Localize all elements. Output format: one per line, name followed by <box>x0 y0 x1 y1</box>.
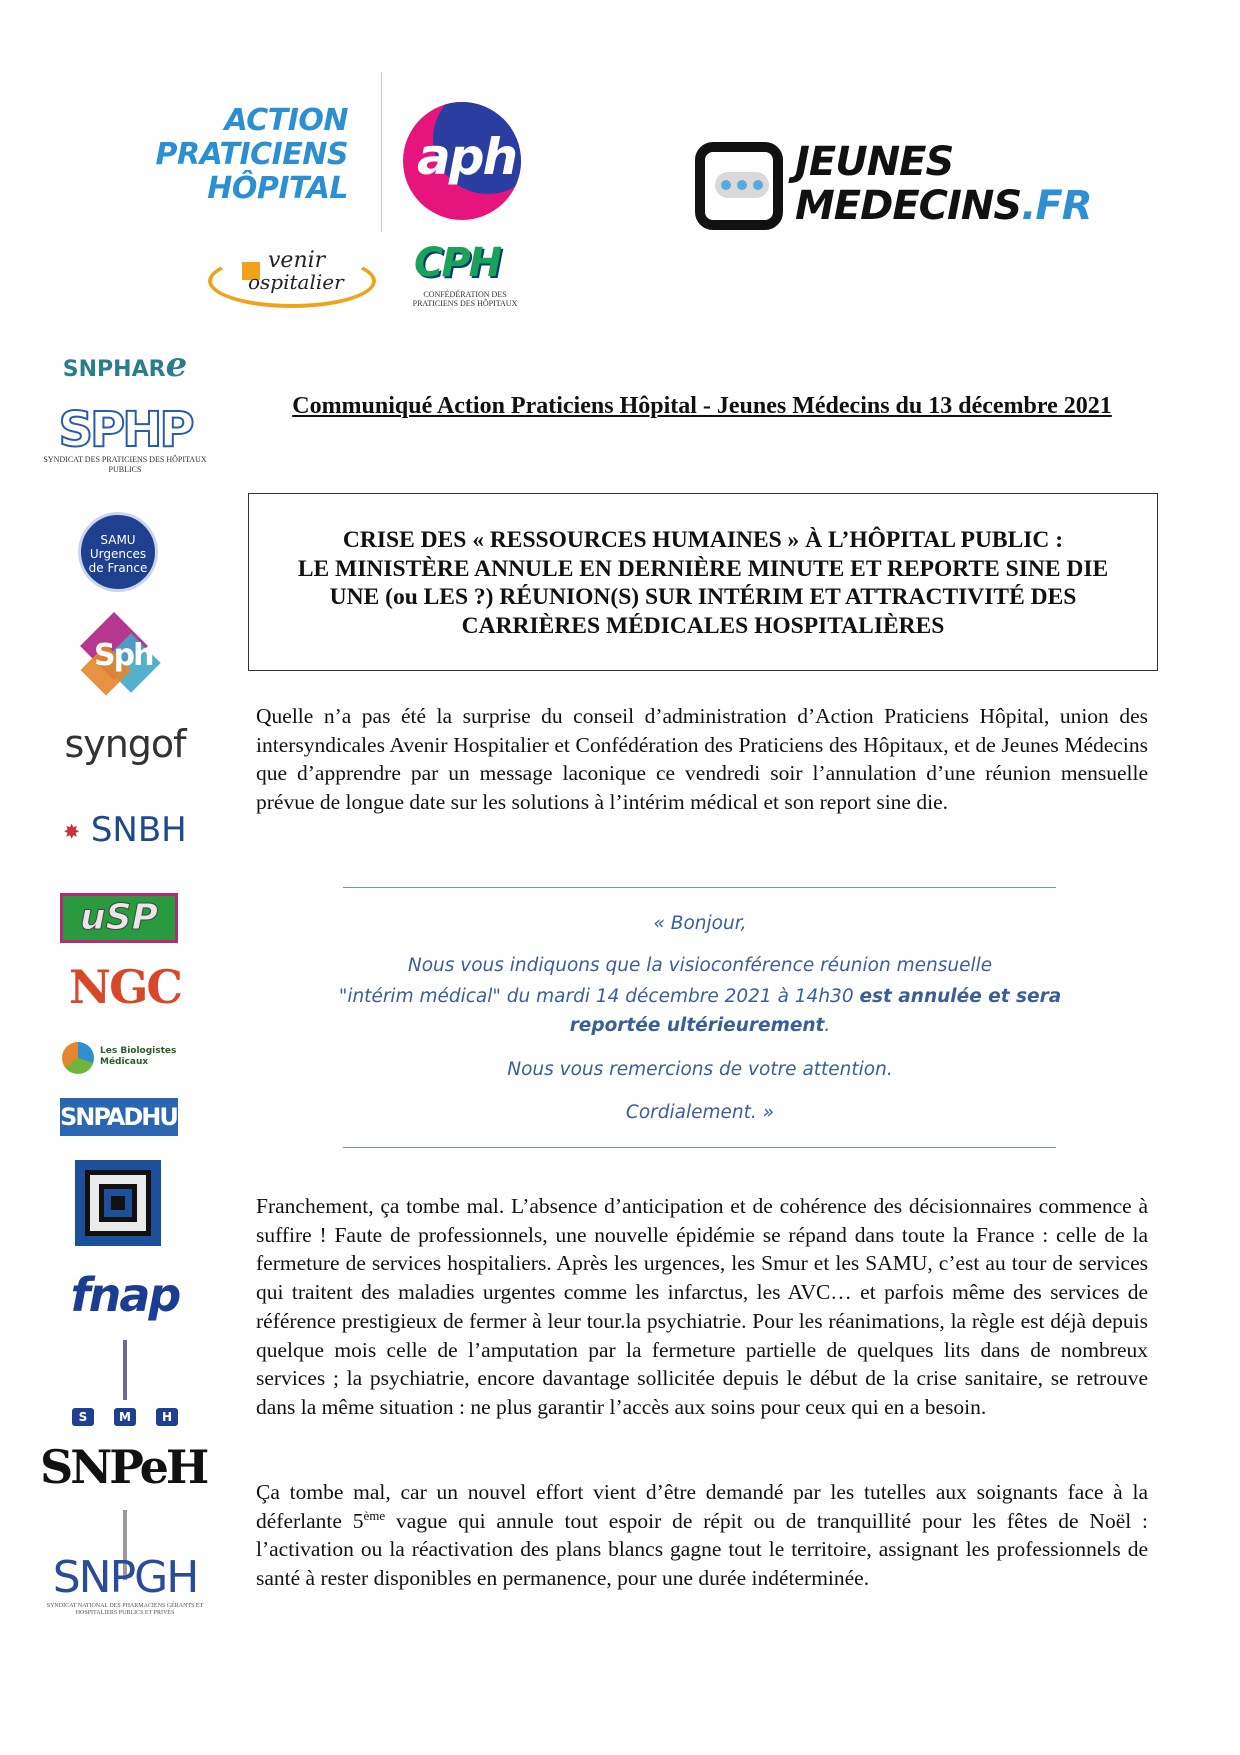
paragraph-intro: Quelle n’a pas été la surprise du conseil d’administration d’Action Praticiens Hôpital, union des intersyndicales Avenir Hospitalier et Confédération des Praticiens des Hôpitaux, et de Jeunes Médecins que d’apprendre par un message laconique ce vendredi soir l’annulation d’une réunion mensuelle prévue de longue date sur les solutions à l’intérim médical et son report sine die. <box>256 704 1148 815</box>
sph-text: Sph <box>94 638 153 673</box>
maze-square-logo <box>75 1160 161 1246</box>
avenir-hospitalier-logo <box>208 242 378 306</box>
quote-divider-top <box>343 887 1056 888</box>
usp-logo: uSP <box>60 893 178 943</box>
snphare-text: SNPHAR <box>62 357 166 382</box>
smh-letter-h: H <box>156 1408 178 1426</box>
sphp-subtitle: SYNDICAT DES PRATICIENS DES HÔPITAUX PUBLICS <box>43 455 207 474</box>
snphare-e: e <box>165 345 188 385</box>
aph-word-2: PRATICIENS <box>155 137 348 172</box>
snpgh-logo <box>40 1510 210 1617</box>
cph-subtitle: CONFÉDÉRATION DES PRATICIENS DES HÔPITAUX <box>412 290 518 308</box>
jm-word-2: MEDECINS <box>795 183 1022 229</box>
sphp-logo <box>40 402 210 475</box>
quote-thanks: Nous vous remercions de votre attention. <box>507 1059 893 1080</box>
cph-abbr: CPH <box>414 240 501 286</box>
ngc-text: NGC <box>69 960 181 1014</box>
headline-box <box>248 493 1158 671</box>
quote-line-2 <box>330 982 1070 1040</box>
quote-line-2-bold: est annulée et sera reportée ultérieurement <box>569 986 1062 1036</box>
headline-line-1: CRISE DES « RESSOURCES HUMAINES » À L’HÔPITAL PUBLIC : <box>342 527 1064 553</box>
snbh-text: SNBH <box>90 810 187 850</box>
smh-letter-s: S <box>72 1408 94 1426</box>
paragraph-3-part-b: vague qui annule tout espoir de répit ou de tranquillité pour les fêtes de Noël : l’activation ou la réactivation des plans blancs gagne tout le territoire, assignant les professionnels de santé à rester disponibles en permanence, pour une durée indéterminée. <box>256 1508 1148 1591</box>
ngc-logo <box>40 960 210 1014</box>
headline-line-3: UNE (ou LES ?) RÉUNION(S) SUR INTÉRIM ET ATTRACTIVITÉ DES <box>329 584 1077 610</box>
paragraph-3-part-a: Ça tombe mal, car un nouvel effort vient d’être demandé par les tutelles aux soignants face à la déferlante 5 <box>256 1480 1148 1533</box>
fnap-logo: fnap <box>70 1268 180 1322</box>
quote-divider-bottom <box>343 1147 1056 1148</box>
smh-letter-m: M <box>114 1408 136 1426</box>
quote-line-2-text: "intérim médical" du mardi 14 décembre 2021 à 14h30 <box>338 986 860 1007</box>
paragraph-3-superscript: ème <box>363 1507 386 1523</box>
aph-circle-text: aph <box>417 128 517 186</box>
syngof-logo: syngof <box>64 722 186 766</box>
paragraph-franchement: Franchement, ça tombe mal. L’absence d’anticipation et de cohérence des décisionnaires commence à suffire ! Faute de professionnels, une nouvelle épidémie se répand dans toute la France : celle de la fermeture de services hospitaliers. Après les urgences, les Smur et les SAMU, c’est au tour de services qui traitent des maladies urgentes comme les infarctus, les AVC… et parfois même des services de référence prestigieux de fermer à leur tour.la psychiatrie. Pour les réanimations, la règle est déjà depuis quelque mois celle de l’amputation par la fermeture partielle de quelques lits dans de nombreux services ; la psychiatrie, encore davantage sollicitée depuis le début de la crise sanitaire, se retrouve dans la même situation : ne plus garantir l’accès aux soins pour ceux qui en a besoin. <box>256 1194 1148 1419</box>
quote-closing: Cordialement. » <box>625 1102 775 1123</box>
communique-title: Communiqué Action Praticiens Hôpital - Jeunes Médecins du 13 décembre 2021 <box>292 393 1112 419</box>
paragraph-ca-tombe-mal <box>256 1478 1148 1593</box>
jm-word-1: JEUNES <box>795 139 954 185</box>
samu-text: SAMU Urgences de France <box>88 533 148 575</box>
smh-logo <box>40 1340 210 1426</box>
snbh-logo <box>40 810 210 850</box>
caduceus-icon <box>123 1340 127 1400</box>
biologistes-text: Les Biologistes Médicaux <box>100 1046 177 1067</box>
cph-logo <box>400 240 530 310</box>
snpgh-text: SNPGH <box>52 1552 198 1603</box>
snphare-logo <box>40 345 210 385</box>
jeunes-medecins-logo <box>695 139 1092 250</box>
snpeh-logo: SNPeH <box>40 1440 207 1494</box>
samu-urgences-logo <box>78 512 158 592</box>
snpgh-subtitle: SYNDICAT NATIONAL DES PHARMACIENS GÉRANTS ET HOSPITALIERS PUBLICS ET PRIVÉS <box>46 1603 204 1616</box>
quote-line-1: Nous vous indiquons que la visioconférence réunion mensuelle <box>407 955 993 976</box>
headline <box>249 526 1157 640</box>
aph-word-1: ACTION <box>224 103 348 138</box>
action-praticiens-hopital-logo <box>155 72 548 312</box>
aph-logo-divider <box>381 72 382 232</box>
headline-line-2: LE MINISTÈRE ANNULE EN DERNIÈRE MINUTE ET REPORTE SINE DIE <box>297 555 1109 582</box>
quote-greeting: « Bonjour, <box>653 913 747 934</box>
headline-line-4: CARRIÈRES MÉDICALES HOSPITALIÈRES <box>461 612 945 639</box>
aph-word-3: HÔPITAL <box>207 171 348 206</box>
sphp-text: SPHP <box>58 402 192 458</box>
biologistes-medicaux-logo <box>62 1040 182 1080</box>
biologistes-circle-icon <box>62 1042 94 1074</box>
snpadhue-logo: SNPADHUE <box>60 1098 178 1136</box>
quote-line-2-end: . <box>824 1015 831 1036</box>
aph-circle-logo <box>403 102 521 220</box>
avenir-word-2: ospitalier <box>248 270 344 294</box>
sph-logo <box>72 612 167 704</box>
chat-bubble-icon <box>695 142 783 230</box>
snbh-mark-icon: ✸ <box>63 819 81 844</box>
avenir-word-1: venir <box>268 248 326 273</box>
jm-word-3: .FR <box>1021 183 1092 229</box>
